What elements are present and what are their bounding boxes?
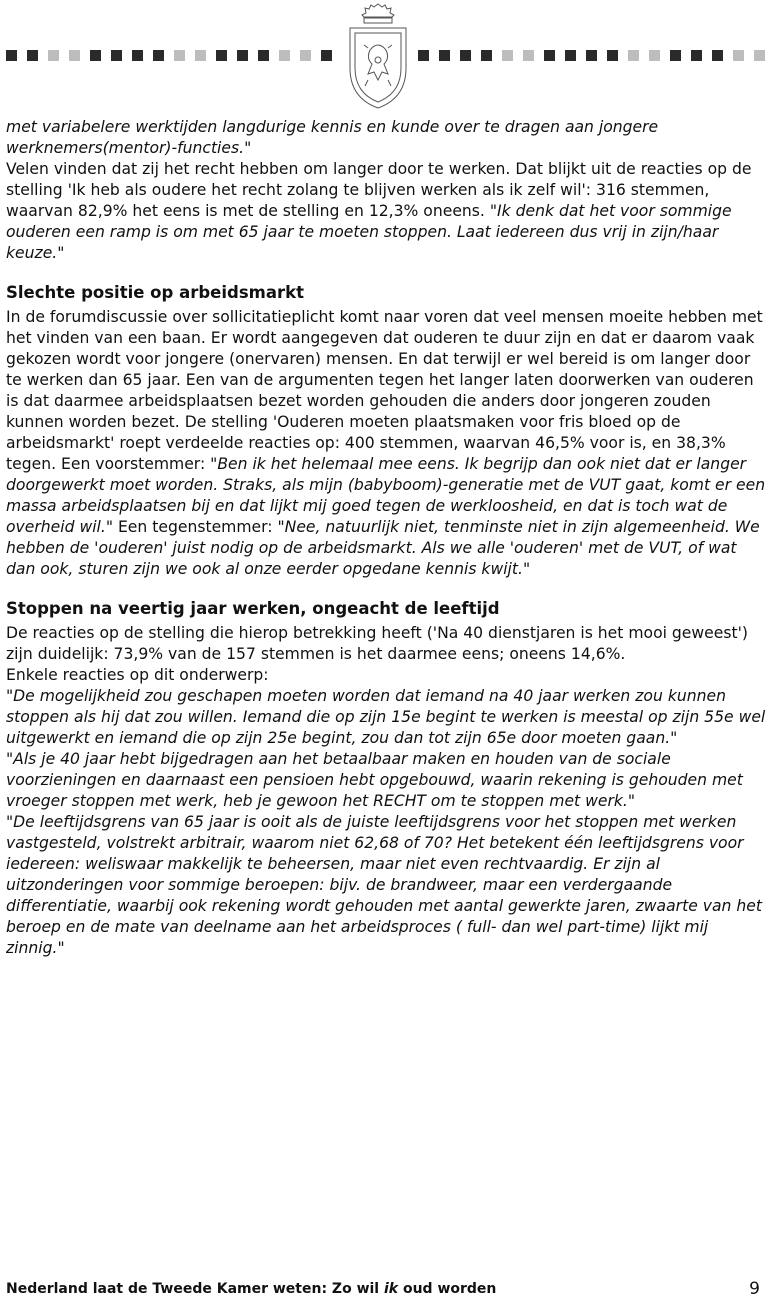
footer-text-emphasis: ik — [383, 1281, 399, 1297]
paragraph-stelling-recht — [6, 159, 768, 264]
decorative-square — [321, 50, 332, 61]
paragraph-enkele-reacties: Enkele reacties op dit onderwerp: — [6, 666, 269, 684]
decorative-square — [27, 50, 38, 61]
decorative-square — [237, 50, 248, 61]
footer-title — [6, 1281, 496, 1297]
decorative-square — [300, 50, 311, 61]
decorative-squares-left — [6, 50, 332, 61]
decorative-square — [502, 50, 513, 61]
paragraph-text: Velen vinden dat zij het recht hebben om langer door te werken. Dat blijkt uit de reacties op de stelling 'Ik heb als oudere het recht zolang te blijven werken als ik zelf wil': 316 stemmen, waarvan 82,9% het eens is met de stelling en 12,3% oneens. — [6, 160, 752, 220]
decorative-squares-right — [418, 50, 774, 61]
decorative-square — [418, 50, 429, 61]
footer-text: Nederland laat de Tweede Kamer weten: Zo wil — [6, 1281, 384, 1297]
decorative-square — [153, 50, 164, 61]
decorative-square — [195, 50, 206, 61]
quote-tegenstemmer: "Nee, natuurlijk niet, tenminste niet in zijn algemeenheid. We hebben de 'ouderen' juist nodig op de arbeidsmarkt. Als we alle 'ouderen' met de VUT, of wat dan ook, sturen zijn we ook al onze eerder opgedane kennis kwijt." — [6, 518, 760, 578]
quote-voorstemmer: "Ben ik het helemaal mee eens. Ik begrijp dan ook niet dat er langer doorgewerkt moet worden. Straks, als mijn (babyboom)-generatie met de VUT gaat, komt er een massa arbeidsplaatsen bij en dat lijkt mij goed tegen de werkloosheid, en dat is toch wat de overheid wil." — [6, 455, 766, 536]
decorative-square — [111, 50, 122, 61]
page-number: 9 — [749, 1279, 760, 1299]
decorative-square — [439, 50, 450, 61]
decorative-square — [649, 50, 660, 61]
decorative-square — [90, 50, 101, 61]
decorative-square — [733, 50, 744, 61]
decorative-square — [712, 50, 723, 61]
decorative-square — [174, 50, 185, 61]
quote-reactie-3: "De leeftijdsgrens van 65 jaar is ooit als de juiste leeftijdsgrens voor het stoppen met werken vastgesteld, volstrekt arbitrair, waarom niet 62,68 of 70? Het betekent één leeftijdsgrens voor iedereen: weliswaar makkelijk te beheersen, maar niet even rechtvaardig. Er zijn al uitzonderingen voor sommige beroepen: bijv. de brandweer, maar een verdergaande differentiatie, waarbij ook rekening wordt gehouden met aantal gewerkte jaren, zwaarte van het beroep en de mate van deelname aan het arbeidsproces ( full- dan wel part-time) lijkt mij zinnig." — [6, 813, 762, 957]
paragraph-veertig-jaar: De reacties op de stelling die hierop betrekking heeft ('Na 40 dienstjaren is het mooi geweest') zijn duidelijk: 73,9% van de 157 stemmen is het daarmee eens; oneens 14,6%. — [6, 624, 748, 663]
page-body — [6, 117, 768, 959]
decorative-square — [628, 50, 639, 61]
paragraph-text: Een tegenstemmer: — [113, 518, 278, 536]
page-header — [0, 0, 774, 112]
footer-text: oud worden — [398, 1281, 497, 1297]
decorative-square — [48, 50, 59, 61]
quote-reactie-1: "De mogelijkheid zou geschapen moeten worden dat iemand na 40 jaar werken zou kunnen stoppen als hij dat zou willen. Iemand die op zijn 15e begint te werken is meestal op zijn 55e wel uitgewerkt en iemand die op zijn 25e begint, zou dan tot zijn 65e door moeten gaan." — [6, 687, 766, 747]
decorative-square — [69, 50, 80, 61]
decorative-square — [132, 50, 143, 61]
decorative-square — [258, 50, 269, 61]
continued-quote: met variabelere werktijden langdurige kennis en kunde over te dragen aan jongere werknemers(mentor)-functies." — [6, 118, 659, 157]
decorative-square — [279, 50, 290, 61]
tweede-kamer-seal-logo — [338, 0, 418, 112]
paragraph-arbeidsmarkt — [6, 307, 768, 580]
decorative-square — [670, 50, 681, 61]
page-footer — [6, 1281, 768, 1297]
decorative-square — [607, 50, 618, 61]
decorative-square — [460, 50, 471, 61]
decorative-square — [754, 50, 765, 61]
section-heading-arbeidsmarkt: Slechte positie op arbeidsmarkt — [6, 283, 304, 302]
decorative-square — [691, 50, 702, 61]
decorative-square — [586, 50, 597, 61]
decorative-square — [565, 50, 576, 61]
decorative-square — [6, 50, 17, 61]
decorative-square — [544, 50, 555, 61]
section-heading-veertig-jaar: Stoppen na veertig jaar werken, ongeacht de leeftijd — [6, 599, 500, 618]
decorative-square — [216, 50, 227, 61]
quote-text: "Ik denk dat het voor sommige ouderen een ramp is om met 65 jaar te moeten stoppen. Laat iedereen dus vrij in zijn/haar keuze." — [6, 202, 732, 262]
quote-reactie-2: "Als je 40 jaar hebt bijgedragen aan het betaalbaar maken en houden van de sociale voorzieningen en daarnaast een pensioen hebt opgebouwd, waarin rekening is gehouden met vroeger stoppen met werk, heb je gewoon het RECHT om te stoppen met werk." — [6, 750, 743, 810]
paragraph-text: In de forumdiscussie over sollicitatieplicht komt naar voren dat veel mensen moeite hebben met het vinden van een baan. Er wordt aangegeven dat ouderen te duur zijn en dat er daarom vaak gekozen wordt voor jongere (onervaren) mensen. En dat terwijl er wel bereid is om langer door te werken dan 65 jaar. Een van de argumenten tegen het langer laten doorwerken van ouderen is dat daarmee arbeidsplaatsen bezet worden gehouden die anders door jongeren zouden kunnen worden bezet. De stelling 'Ouderen moeten plaatsmaken voor fris bloed op de arbeidsmarkt' roept verdeelde reacties op: 400 stemmen, waarvan 46,5% voor is, en 38,3% tegen. Een voorstemmer: — [6, 308, 763, 473]
decorative-square — [523, 50, 534, 61]
decorative-square — [481, 50, 492, 61]
